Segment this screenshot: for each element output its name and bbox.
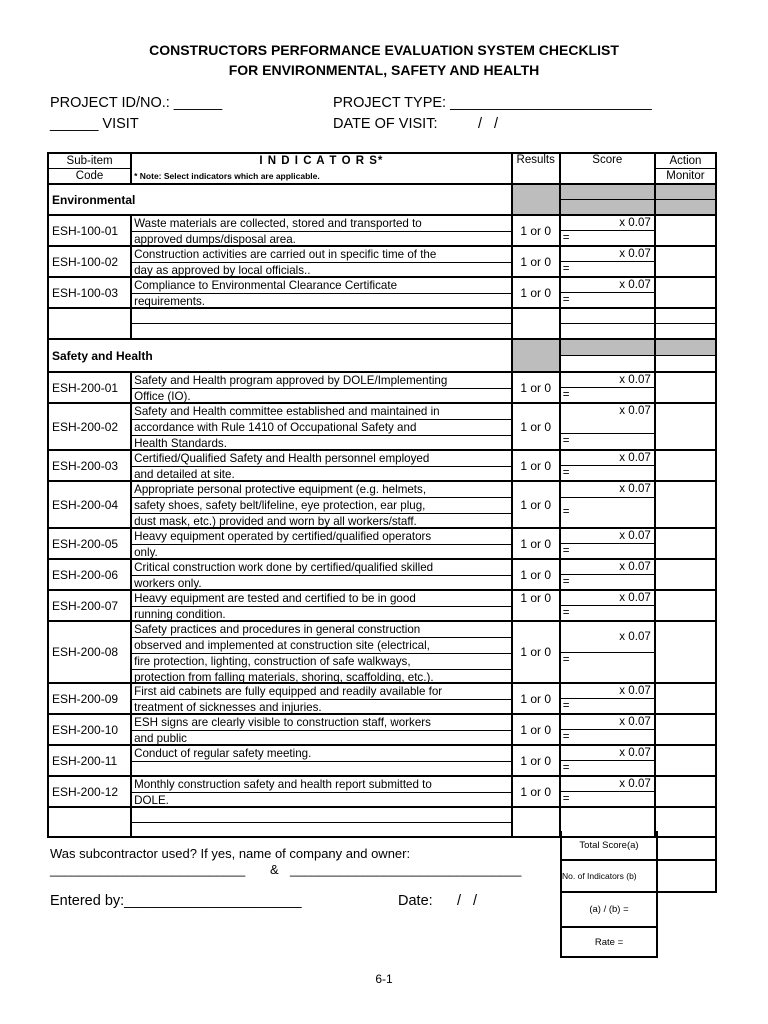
result-value[interactable]: 1 or 0 xyxy=(512,528,560,559)
table-row xyxy=(48,246,716,277)
table-row xyxy=(48,745,716,776)
action-monitor-cell[interactable] xyxy=(655,215,716,246)
result-value[interactable]: 1 or 0 xyxy=(512,403,560,450)
result-value[interactable]: 1 or 0 xyxy=(512,683,560,714)
table-row xyxy=(48,277,716,308)
result-value[interactable]: 1 or 0 xyxy=(512,745,560,776)
table-row xyxy=(48,481,716,528)
indicators-note: * Note: Select indicators which are applicable. xyxy=(131,169,512,185)
result-value[interactable]: 1 or 0 xyxy=(512,372,560,403)
action-monitor-cell[interactable] xyxy=(655,776,716,807)
indicator-text: Conduct of regular safety meeting. xyxy=(132,746,511,762)
action-monitor-cell[interactable] xyxy=(655,403,716,450)
table-row xyxy=(48,621,716,683)
action-monitor-cell[interactable] xyxy=(655,590,716,621)
subcontractor-company-line[interactable]: ___________________________ xyxy=(50,862,246,877)
score-factor: x 0.07 xyxy=(561,715,654,730)
subitem-code: ESH-200-05 xyxy=(48,528,131,559)
subitem-code: ESH-200-11 xyxy=(48,745,131,776)
indicator-text: protection from falling materials, shoring, scaffolding, etc.). xyxy=(134,671,434,683)
indicator-text: approved dumps/disposal area. xyxy=(134,233,296,246)
score-equals[interactable]: = xyxy=(562,575,570,588)
total-score-value[interactable] xyxy=(656,831,717,861)
score-header: Score xyxy=(560,153,655,184)
score-equals[interactable]: = xyxy=(562,606,570,619)
section-environmental: Environmental xyxy=(48,184,512,215)
action-monitor-cell[interactable] xyxy=(655,683,716,714)
action-monitor-cell[interactable] xyxy=(655,559,716,590)
indicator-text: fire protection, lighting, construction of safe walkways, xyxy=(132,654,511,670)
indicator-text: Heavy equipment operated by certified/qualified operators xyxy=(132,529,511,545)
result-value[interactable]: 1 or 0 xyxy=(512,277,560,308)
indicator-text: dust mask, etc.) provided and worn by all workers/staff. xyxy=(134,515,417,528)
total-score-label: Total Score(a) xyxy=(560,831,658,861)
subitem-code: ESH-200-08 xyxy=(48,621,131,683)
ratio-label: (a) / (b) = xyxy=(560,893,658,928)
score-factor: x 0.07 xyxy=(561,591,654,606)
score-factor: x 0.07 xyxy=(561,373,654,388)
action-monitor-cell[interactable] xyxy=(655,528,716,559)
action-monitor-cell[interactable] xyxy=(655,714,716,745)
subcontractor-question: Was subcontractor used? If yes, name of company and owner: xyxy=(50,846,411,861)
indicator-text: accordance with Rule 1410 of Occupational Safety and xyxy=(132,420,511,436)
table-row xyxy=(48,528,716,559)
monitor-header: Monitor xyxy=(655,169,716,185)
result-value[interactable]: 1 or 0 xyxy=(512,450,560,481)
visit-field: ______ VISIT xyxy=(50,116,139,132)
action-header: Action xyxy=(655,153,716,169)
section-safety-health: Safety and Health xyxy=(48,339,512,372)
score-factor: x 0.07 xyxy=(561,247,654,262)
table-row xyxy=(48,559,716,590)
table-row xyxy=(48,590,716,621)
indicator-text: only. xyxy=(134,546,158,559)
results-header: Results xyxy=(512,153,560,184)
indicator-text: day as approved by local officials.. xyxy=(134,264,311,277)
result-value[interactable]: 1 or 0 xyxy=(512,590,560,621)
result-value[interactable]: 1 or 0 xyxy=(512,215,560,246)
indicator-text: Construction activities are carried out in specific time of the xyxy=(132,247,511,263)
action-monitor-cell[interactable] xyxy=(655,481,716,528)
result-value[interactable]: 1 or 0 xyxy=(512,246,560,277)
result-value[interactable]: 1 or 0 xyxy=(512,776,560,807)
subitem-code: ESH-200-01 xyxy=(48,372,131,403)
indicator-text xyxy=(132,762,511,775)
indicators-count-value[interactable] xyxy=(656,861,717,893)
indicator-text: Heavy equipment are tested and certified to be in good xyxy=(132,591,511,607)
score-factor: x 0.07 xyxy=(561,482,654,498)
blank-row xyxy=(48,308,716,339)
rate-label: Rate = xyxy=(560,928,658,958)
indicator-text: Appropriate personal protective equipment (e.g. helmets, xyxy=(132,482,511,498)
date-of-visit-value: / / xyxy=(478,116,499,132)
indicator-text: Safety practices and procedures in general construction xyxy=(132,622,511,638)
subcontractor-owner-line[interactable]: ________________________________ xyxy=(290,862,522,877)
checklist-table xyxy=(47,152,717,838)
table-row xyxy=(48,683,716,714)
score-equals[interactable]: = xyxy=(562,699,570,712)
score-equals[interactable]: = xyxy=(562,262,570,275)
indicators-count-label: No. of Indicators (b) xyxy=(560,861,658,893)
score-equals[interactable]: = xyxy=(562,434,570,448)
document-title-line1: CONSTRUCTORS PERFORMANCE EVALUATION SYSTEM CHECKLIST xyxy=(149,42,619,58)
indicator-text: Waste materials are collected, stored and transported to xyxy=(132,216,511,232)
action-monitor-cell[interactable] xyxy=(655,246,716,277)
score-factor: x 0.07 xyxy=(561,622,654,653)
indicator-text: Certified/Qualified Safety and Health personnel employed xyxy=(132,451,511,467)
indicator-text: safety shoes, safety belt/lifeline, eye protection, ear plug, xyxy=(132,498,511,514)
date-value[interactable]: / / xyxy=(457,893,478,909)
date-of-visit-label: DATE OF VISIT: xyxy=(333,116,438,132)
subitem-code: ESH-100-02 xyxy=(48,246,131,277)
result-value[interactable]: 1 or 0 xyxy=(512,714,560,745)
code-header: Code xyxy=(48,169,131,185)
table-row xyxy=(48,714,716,745)
score-equals[interactable]: = xyxy=(562,730,570,743)
subitem-header: Sub-item xyxy=(48,153,131,169)
score-factor: x 0.07 xyxy=(561,777,654,792)
action-monitor-cell[interactable] xyxy=(655,450,716,481)
subitem-code: ESH-200-04 xyxy=(48,481,131,528)
subitem-code: ESH-200-03 xyxy=(48,450,131,481)
action-monitor-cell[interactable] xyxy=(655,277,716,308)
document-title-line2: FOR ENVIRONMENTAL, SAFETY AND HEALTH xyxy=(228,62,540,78)
indicators-header: I N D I C A T O R S* xyxy=(131,153,512,169)
indicator-text: ESH signs are clearly visible to construction staff, workers xyxy=(132,715,511,731)
entered-by-field[interactable]: Entered by:______________________ xyxy=(50,893,302,909)
subitem-code: ESH-200-09 xyxy=(48,683,131,714)
subitem-code: ESH-200-07 xyxy=(48,590,131,621)
subitem-code: ESH-200-06 xyxy=(48,559,131,590)
score-equals[interactable]: = xyxy=(562,388,570,401)
score-factor: x 0.07 xyxy=(561,278,654,293)
table-row xyxy=(48,403,716,450)
score-factor: x 0.07 xyxy=(561,684,654,699)
subitem-code: ESH-200-10 xyxy=(48,714,131,745)
indicator-text: DOLE. xyxy=(134,794,169,807)
indicator-text: First aid cabinets are fully equipped and readily available for xyxy=(132,684,511,700)
score-equals[interactable]: = xyxy=(562,504,570,518)
subitem-code: ESH-200-12 xyxy=(48,776,131,807)
score-factor: x 0.07 xyxy=(561,404,654,434)
project-id-field: PROJECT ID/NO.: ______ xyxy=(50,95,223,111)
indicator-text: Safety and Health program approved by DOLE/Implementing xyxy=(132,373,511,389)
subitem-code: ESH-200-02 xyxy=(48,403,131,450)
indicator-text: and public xyxy=(134,732,187,745)
score-equals[interactable]: = xyxy=(562,231,570,244)
date-label: Date: xyxy=(398,893,433,909)
score-equals[interactable]: = xyxy=(562,792,570,805)
action-monitor-cell[interactable] xyxy=(655,372,716,403)
indicator-text: observed and implemented at construction site (electrical, xyxy=(132,638,511,654)
indicator-text: Monthly construction safety and health report submitted to xyxy=(132,777,511,793)
score-equals[interactable]: = xyxy=(562,761,570,774)
score-factor: x 0.07 xyxy=(561,529,654,544)
subitem-code: ESH-100-03 xyxy=(48,277,131,308)
indicator-text: and detailed at site. xyxy=(134,468,235,481)
score-factor: x 0.07 xyxy=(561,560,654,575)
score-factor: x 0.07 xyxy=(561,451,654,466)
indicator-text: Safety and Health committee established and maintained in xyxy=(132,404,511,420)
score-factor: x 0.07 xyxy=(561,746,654,761)
score-equals[interactable]: = xyxy=(562,544,570,557)
indicator-text: requirements. xyxy=(134,295,205,308)
subitem-code: ESH-100-01 xyxy=(48,215,131,246)
table-row xyxy=(48,215,716,246)
table-row xyxy=(48,372,716,403)
score-equals[interactable]: = xyxy=(562,653,570,666)
indicator-text: Critical construction work done by certified/qualified skilled xyxy=(132,560,511,576)
ampersand: & xyxy=(270,862,279,877)
indicator-text: Compliance to Environmental Clearance Certificate xyxy=(132,278,511,294)
score-factor: x 0.07 xyxy=(561,216,654,231)
score-equals[interactable]: = xyxy=(562,466,570,479)
indicator-text: running condition. xyxy=(134,608,226,621)
action-monitor-cell[interactable] xyxy=(655,621,716,683)
project-type-field: PROJECT TYPE: _________________________ xyxy=(333,95,652,111)
result-value[interactable]: 1 or 0 xyxy=(512,559,560,590)
result-value[interactable]: 1 or 0 xyxy=(512,621,560,683)
indicator-text: Office (IO). xyxy=(134,390,191,403)
indicator-text: Health Standards. xyxy=(134,437,227,450)
score-equals[interactable]: = xyxy=(562,293,570,306)
result-value[interactable]: 1 or 0 xyxy=(512,481,560,528)
page-number: 6-1 xyxy=(375,972,393,986)
table-row xyxy=(48,450,716,481)
action-monitor-cell[interactable] xyxy=(655,745,716,776)
indicator-text: workers only. xyxy=(134,577,202,590)
indicator-text: treatment of sicknesses and injuries. xyxy=(134,701,322,714)
table-row xyxy=(48,776,716,807)
